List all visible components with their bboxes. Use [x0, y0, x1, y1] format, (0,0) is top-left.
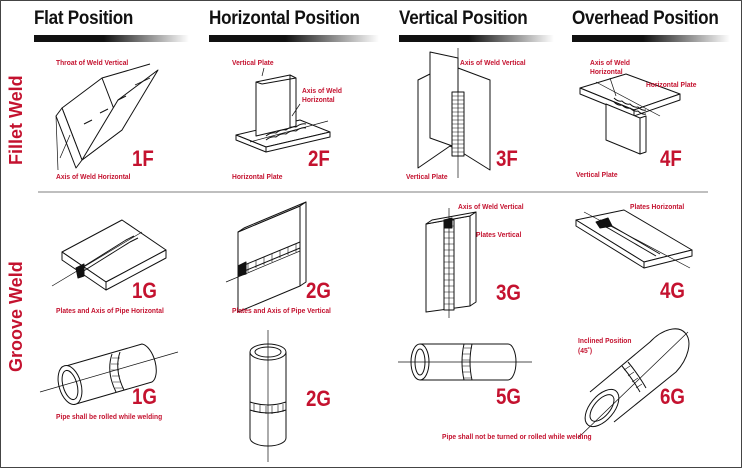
label-2f-horizontal-plate: Horizontal Plate	[232, 172, 283, 181]
code-pipe-5g: 5G	[496, 384, 521, 409]
code-1f: 1F	[132, 146, 154, 171]
label-2f-axis-2: Horizontal	[302, 95, 335, 104]
diagram-4g	[576, 210, 692, 268]
label-pipe-6g-inclined: Inclined Position	[578, 336, 632, 345]
code-4f: 4F	[660, 146, 682, 171]
label-3g-axis: Axis of Weld Vertical	[458, 202, 524, 211]
header-vertical-label: Vertical Position	[399, 8, 528, 29]
code-3f: 3F	[496, 146, 518, 171]
label-1f-axis: Axis of Weld Horizontal	[56, 172, 131, 181]
label-3g-plates: Plates Vertical	[476, 230, 522, 239]
header-flat-label: Flat Position	[34, 8, 134, 29]
diagram-pipe-1g	[40, 344, 178, 407]
diagram-pipe-2g	[250, 330, 286, 462]
code-3g: 3G	[496, 280, 521, 305]
label-4g-plates: Plates Horizontal	[630, 202, 685, 211]
label-1f-throat: Throat of Weld Vertical	[56, 58, 129, 67]
diagram-2f	[236, 68, 330, 152]
label-4f-horizontal-plate: Horizontal Plate	[646, 80, 697, 89]
header-overhead-label: Overhead Position	[572, 8, 719, 29]
label-4f-vertical-plate: Vertical Plate	[576, 170, 618, 179]
label-pipe-6g-angle: (45˚)	[578, 346, 593, 355]
label-4f-axis-2: Horizontal	[590, 67, 623, 76]
diagram-3g	[426, 208, 476, 318]
code-4g: 4G	[660, 278, 685, 303]
code-pipe-2g: 2G	[306, 386, 331, 411]
label-2f-axis-1: Axis of Weld	[302, 86, 342, 95]
code-2f: 2F	[308, 146, 330, 171]
diagram-pipe-5g	[398, 344, 532, 380]
label-1g-plates: Plates and Axis of Pipe Horizontal	[56, 306, 164, 315]
code-pipe-6g: 6G	[660, 384, 685, 409]
label-pipe-1g: Pipe shall be rolled while welding	[56, 412, 163, 421]
label-pipe-not-rolled: Pipe shall not be turned or rolled while welding	[442, 432, 592, 441]
header-horizontal-label: Horizontal Position	[209, 8, 360, 29]
code-pipe-1g: 1G	[132, 384, 157, 409]
row-label-groove-weld: Groove Weld	[6, 261, 26, 372]
label-3f-vertical-plate: Vertical Plate	[406, 172, 448, 181]
diagram-3f	[418, 48, 490, 178]
label-2g-plates: Plates and Axis of Pipe Vertical	[232, 306, 331, 315]
label-4f-axis-1: Axis of Weld	[590, 58, 630, 67]
code-1g: 1G	[132, 278, 157, 303]
label-2f-vertical-plate: Vertical Plate	[232, 58, 274, 67]
label-3f-axis: Axis of Weld Vertical	[460, 58, 526, 67]
diagram-2g	[226, 202, 306, 312]
code-2g: 2G	[306, 278, 331, 303]
row-label-fillet-weld: Fillet Weld	[6, 75, 26, 165]
